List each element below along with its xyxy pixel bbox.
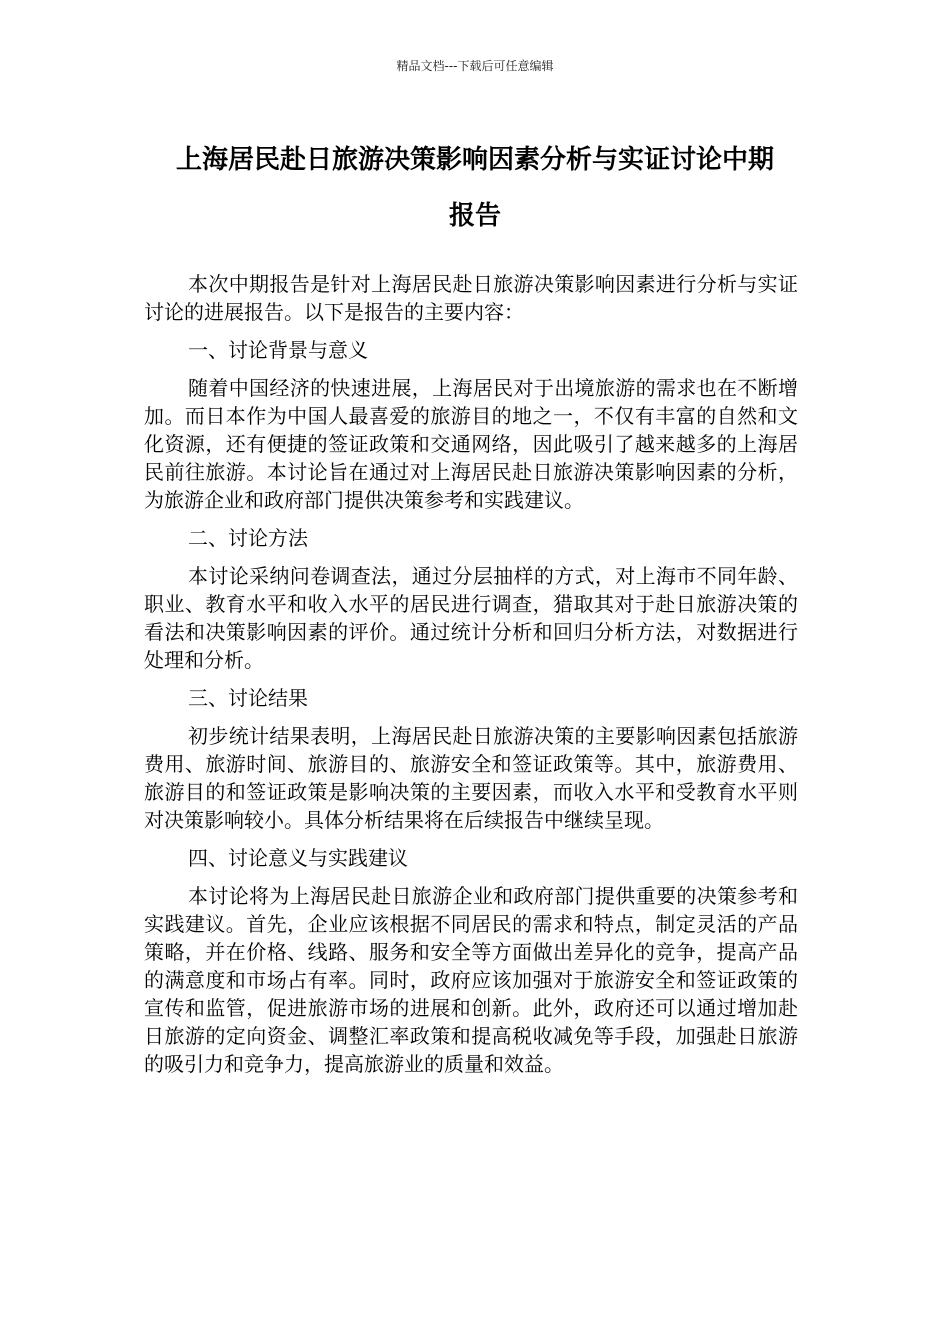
intro-paragraph: 本次中期报告是针对上海居民赴日旅游决策影响因素进行分析与实证讨论的进展报告。以下是报告的主要内容： [144,272,798,324]
section-body-method: 本讨论采纳问卷调查法，通过分层抽样的方式，对上海市不同年龄、职业、教育水平和收入水平的居民进行调查，猎取其对于赴日旅游决策的看法和决策影响因素的评价。通过统计分析和回归分析方法，对数据进行处理和分析。 [144,564,798,672]
section-heading-results: 三、讨论结果 [188,686,308,710]
document-body [144,270,798,1088]
header-note: 精品文档---下载后可任意编辑 [396,59,554,73]
section-heading-background: 一、讨论背景与意义 [188,338,368,362]
document-title [130,132,820,244]
section-body-background: 随着中国经济的快速进展，上海居民对于出境旅游的需求也在不断增加。而日本作为中国人最喜爱的旅游目的地之一，不仅有丰富的自然和文化资源，还有便捷的签证政策和交通网络，因此吸引了越来越多的上海居民前往旅游。本讨论旨在通过对上海居民赴日旅游决策影响因素的分析，为旅游企业和政府部门提供决策参考和实践建议。 [144,376,798,512]
section-heading-method: 二、讨论方法 [188,526,308,550]
title-line-2: 报告 [448,201,501,231]
title-line-1: 上海居民赴日旅游决策影响因素分析与实证讨论中期 [175,145,774,175]
section-body-results: 初步统计结果表明，上海居民赴日旅游决策的主要影响因素包括旅游费用、旅游时间、旅游目的、旅游安全和签证政策等。其中，旅游费用、旅游目的和签证政策是影响决策的主要因素，而收入水平和受教育水平则对决策影响较小。具体分析结果将在后续报告中继续呈现。 [144,724,798,832]
section-body-significance: 本讨论将为上海居民赴日旅游企业和政府部门提供重要的决策参考和实践建议。首先，企业应该根据不同居民的需求和特点，制定灵活的产品策略，并在价格、线路、服务和安全等方面做出差异化的竞争，提高产品的满意度和市场占有率。同时，政府应该加强对于旅游安全和签证政策的宣传和监管，促进旅游市场的进展和创新。此外，政府还可以通过增加赴日旅游的定向资金、调整汇率政策和提高税收减免等手段，加强赴日旅游的吸引力和竞争力，提高旅游业的质量和效益。 [144,884,798,1076]
section-heading-significance: 四、讨论意义与实践建议 [188,846,408,870]
